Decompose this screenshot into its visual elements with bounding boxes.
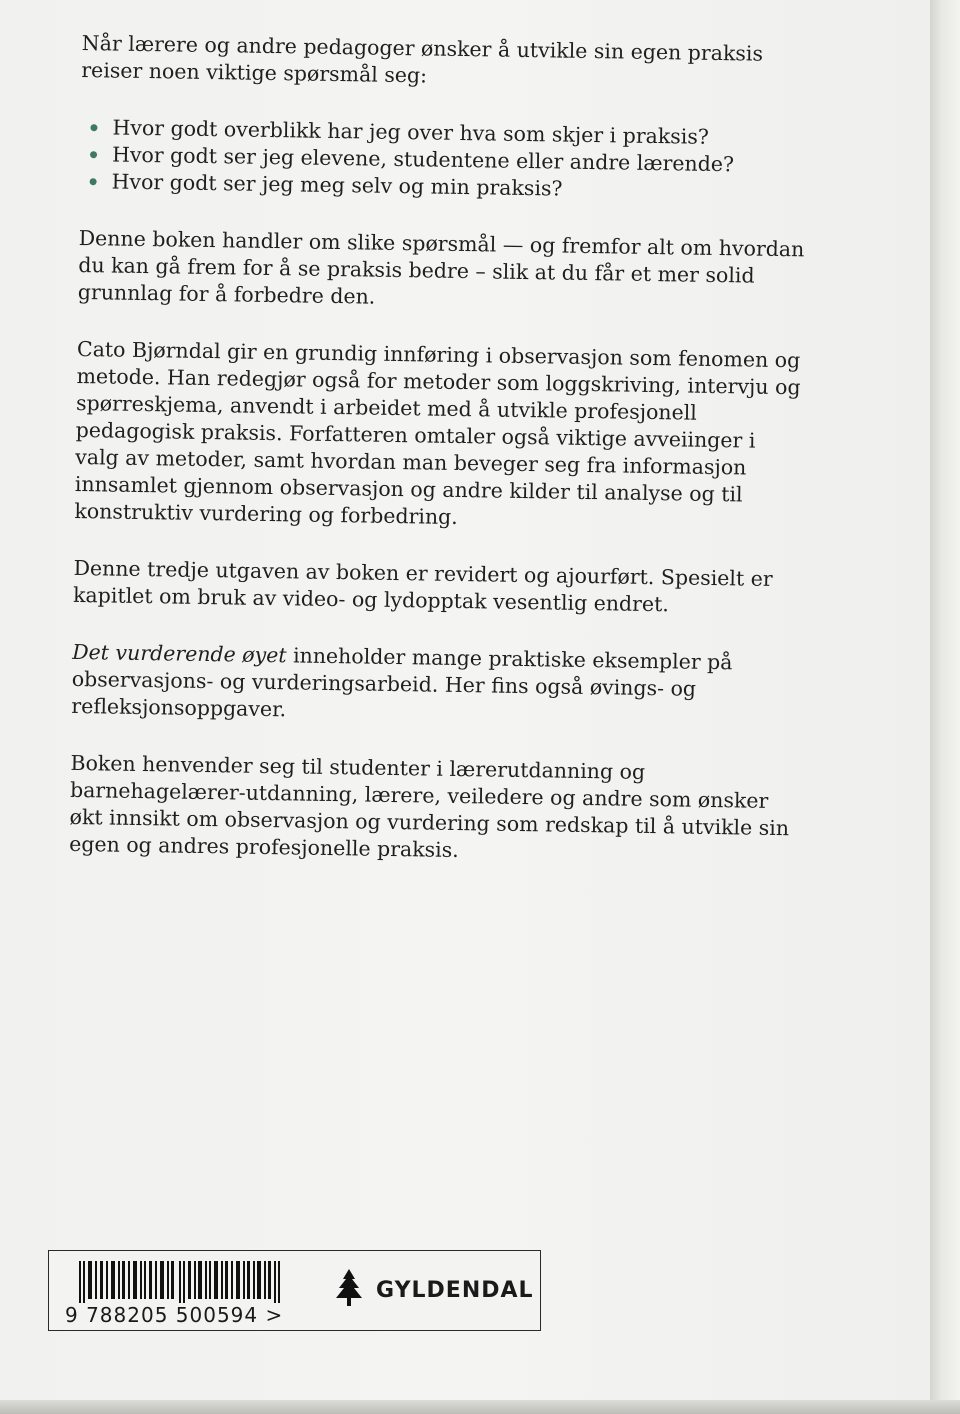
bottom-shadow	[0, 1400, 960, 1414]
isbn-number: 9 788205 500594 >	[65, 1303, 284, 1327]
paragraph-edition: Denne tredje utgaven av boken er revidert og ajourført. Spesielt er kapitlet om bruk av video- og lydopptak vesentlig endret.	[72, 555, 773, 617]
paragraph-contents	[71, 639, 800, 731]
publisher-logo	[332, 1269, 534, 1311]
publisher-name: GYLDENDAL	[376, 1277, 534, 1303]
barcode	[67, 1261, 317, 1303]
paragraph-contents-text: inneholder mange praktiske eksempler på observasjons- og vurderingsarbeid. Her fins også øvings- og refleksjonsoppgaver.	[71, 643, 733, 722]
barcode-panel	[48, 1250, 541, 1331]
paragraph-audience: Boken henvender seg til studenter i lærerutdanning og barnehagelærer-utdanning, lærere, veiledere og andre som ønsker økt innsikt om observasjon og vurdering som redskap til å utvikle sin egen og andres profesjonelle praksis.	[69, 750, 790, 863]
paragraph-author: Cato Bjørndal gir en grundig innføring i observasjon som fenomen og metode. Han redegjør også for metoder som loggskriving, intervju og spørreskjema, anvendt i arbeidet med å utvikle profesjonell pedagogisk praksis. Forfatteren omtaler også viktige avveiinger i valg av metoder, samt hvordan man beveger seg fra informasjon innsamlet gjennom observasjon og andre kilder til analyse og til konstruktiv vurdering og forbedring.	[74, 336, 801, 529]
page-edge	[930, 0, 960, 1414]
intro-paragraph: Når lærere og andre pedagoger ønsker å utvikle sin egen praksis reiser noen viktige spørsmål seg:	[81, 30, 764, 88]
paragraph-topic: Denne boken handler om slike spørsmål — og fremfor alt om hvordan du kan gå frem for å se praksis bedre – slik at du får et mer solid grunnlag for å forbedre den.	[77, 225, 805, 309]
question-item: Hvor godt ser jeg meg selv og min praksis?	[111, 168, 807, 206]
book-title: Det vurderende øyet	[72, 639, 287, 668]
tree-icon	[332, 1269, 366, 1311]
question-list	[79, 114, 808, 206]
question-item: Hvor godt overblikk har jeg over hva som skjer i praksis?	[112, 114, 808, 152]
question-item: Hvor godt ser jeg elevene, studentene eller andre lærende?	[112, 141, 808, 179]
blurb	[69, 30, 810, 899]
